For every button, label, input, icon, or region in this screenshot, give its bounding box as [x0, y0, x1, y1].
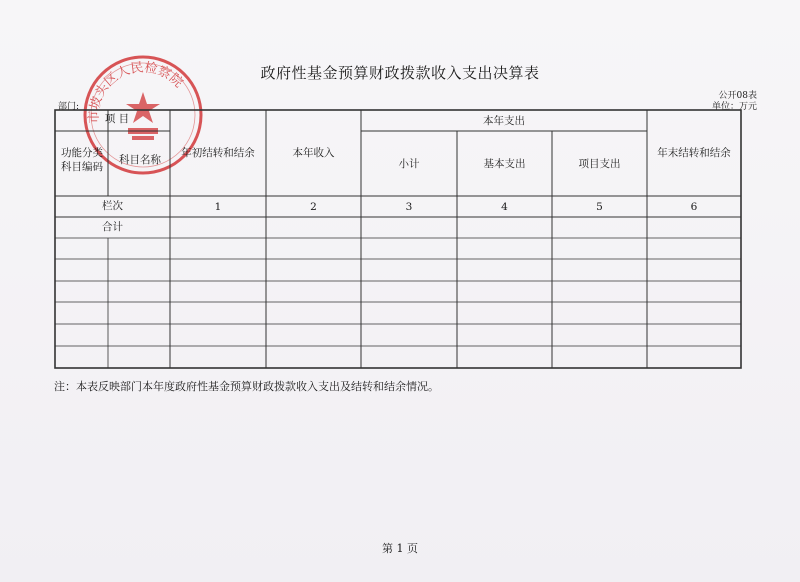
expenditure-group-header: 本年支出: [483, 115, 525, 127]
beginning-balance-header: 年初结转和结余: [181, 147, 255, 159]
total-row-label: 合计: [102, 221, 123, 233]
column-number: 4: [501, 201, 508, 213]
column-number: 1: [214, 201, 222, 213]
footnote: 注：本表反映部门本年度政府性基金预算财政拨款收入支出及结转和结余情况。: [54, 380, 439, 393]
ending-balance-header: 年末结转和结余: [657, 147, 731, 159]
department-label: 部门:: [58, 102, 80, 112]
document-title: 政府性基金预算财政拨款收入支出决算表: [260, 64, 540, 82]
column-row-label: 栏次: [102, 200, 123, 212]
unit-label: 单位：万元: [711, 102, 757, 112]
column-number: 2: [310, 201, 317, 213]
income-header: 本年收入: [292, 147, 335, 159]
column-number: 6: [690, 201, 698, 213]
subtotal-header: 小计: [398, 158, 420, 170]
svg-text:市坡头区人民检察院: 市坡头区人民检察院: [86, 60, 186, 124]
basic-expenditure-header: 基本支出: [483, 158, 526, 170]
form-code: 公开08表: [718, 91, 757, 101]
subject-name-header: 科目名称: [119, 154, 161, 166]
item-header: 项 目: [104, 113, 130, 125]
project-expenditure-header: 项目支出: [578, 158, 621, 170]
func-code-header: 功能分类科目编码: [61, 147, 103, 173]
column-number: 3: [405, 201, 413, 213]
column-number: 5: [596, 201, 603, 213]
page-number: 第 1 页: [382, 542, 418, 555]
